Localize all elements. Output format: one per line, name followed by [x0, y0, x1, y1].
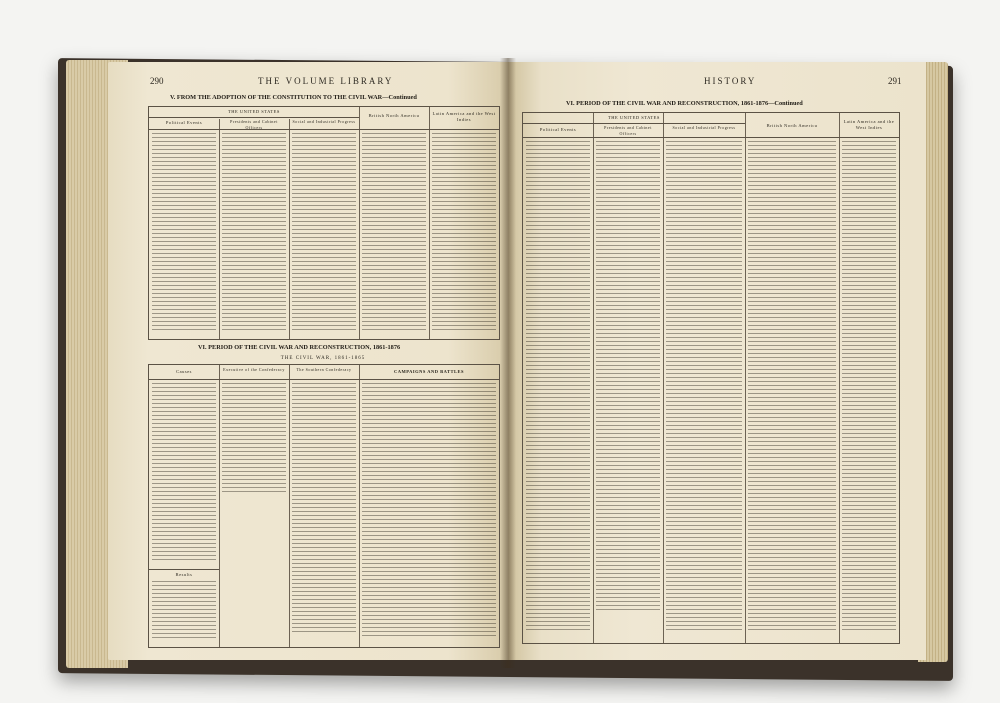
right-latin-text	[842, 141, 896, 631]
left-running-head: THE VOLUME LIBRARY	[258, 76, 394, 86]
section-v-table	[148, 106, 500, 340]
right-bna-text	[748, 141, 836, 631]
civil-war-header-causes: Causes	[176, 369, 192, 374]
right-header-us: THE UNITED STATES	[608, 115, 660, 120]
civil-war-header-executive: Executive of the Confederacy	[223, 367, 285, 372]
section-v-social-text	[292, 133, 356, 333]
right-social-text	[666, 141, 742, 631]
civil-war-header-campaigns: CAMPAIGNS AND BATTLES	[393, 369, 465, 374]
right-page-number: 291	[888, 76, 902, 86]
section-v-presidents-text	[222, 133, 286, 333]
right-page	[508, 62, 926, 660]
reconstruction-table	[522, 112, 900, 644]
right-sub-presidents: Presidents and Cabinet Officers	[604, 125, 652, 136]
campaigns-text	[362, 383, 496, 638]
section-v-political-text	[152, 133, 216, 333]
causes-text	[152, 383, 216, 563]
left-page	[108, 62, 508, 660]
right-presidents-text	[596, 141, 660, 611]
section-v-sub-political: Political Events	[165, 120, 203, 125]
section-v-bna-text	[362, 133, 426, 333]
right-header-latin: Latin America and the West Indies	[843, 119, 895, 130]
confederacy-text	[292, 383, 356, 633]
civil-war-subtitle: THE CIVIL WAR, 1861-1865	[280, 356, 366, 361]
right-political-text	[526, 141, 590, 631]
results-text	[152, 581, 216, 641]
book-gutter	[500, 58, 516, 668]
section-v-header-us: THE UNITED STATES	[228, 109, 280, 114]
left-section-vi-title: VI. PERIOD OF THE CIVIL WAR AND RECONSTRUCTION, 1861-1876	[198, 344, 401, 351]
section-v-latin-text	[432, 133, 496, 333]
section-v-header-bna: British North America	[368, 113, 420, 118]
civil-war-header-confederacy: The Southern Confederacy	[296, 367, 352, 372]
right-header-bna: British North America	[766, 123, 818, 128]
right-sub-political: Political Events	[539, 127, 577, 132]
left-page-number: 290	[150, 76, 164, 86]
executive-text	[222, 383, 286, 493]
civil-war-table	[148, 364, 500, 648]
section-v-sub-presidents: Presidents and Cabinet Officers	[230, 119, 278, 130]
section-v-header-latin: Latin America and the West Indies	[432, 111, 496, 122]
results-header: Results	[175, 572, 193, 577]
section-v-title: V. FROM THE ADOPTION OF THE CONSTITUTION TO THE CIVIL WAR—Continued	[170, 94, 417, 101]
right-sub-social: Social and Industrial Progress	[672, 125, 736, 130]
right-running-head: HISTORY	[704, 76, 757, 86]
right-section-vi-title: VI. PERIOD OF THE CIVIL WAR AND RECONSTRUCTION, 1861-1876—Continued	[566, 100, 803, 107]
section-v-sub-social: Social and Industrial Progress	[292, 119, 356, 124]
